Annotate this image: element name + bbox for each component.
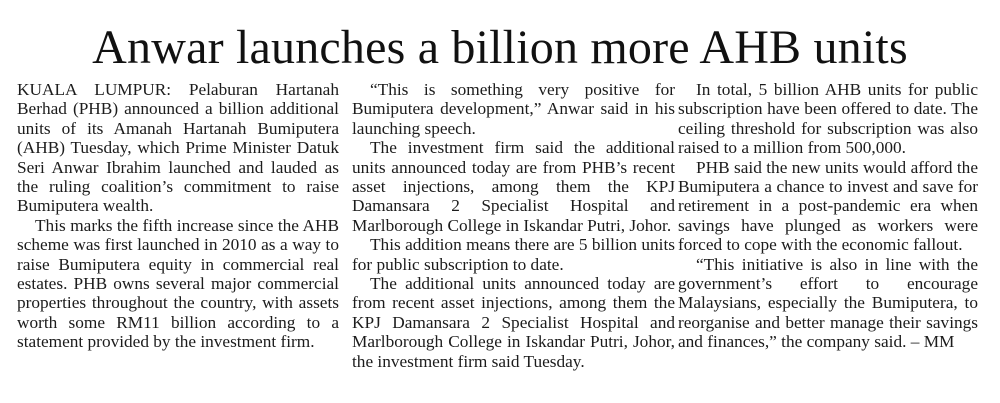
paragraph: The additional units announced today are from recent asset injections, among them the KPJ Damansara 2 Specialist Hospital and Marlborough College in Iskandar Putri, Johor, the investment firm said Tuesday. <box>352 274 675 371</box>
paragraph: This addition means there are 5 billion units for public subscription to date. <box>352 235 675 274</box>
headline: Anwar launches a billion more AHB units <box>92 21 908 74</box>
paragraph: In total, 5 billion AHB units for public subscription have been offered to date. The ceiling threshold for subscription was also raised to a million from 500,000. <box>678 80 978 158</box>
paragraph: PHB said the new units would afford the Bumiputera a chance to invest and save for retirement in a post-pandemic era when savings have plunged as workers were forced to cope with the economic fallout. <box>678 157 978 255</box>
paragraph: “This is something very positive for Bumiputera development,” Anwar said in his launching speech. <box>352 80 675 138</box>
paragraph: KUALA LUMPUR: Pelaburan Hartanah Berhad (PHB) announced a billion additional units of its Amanah Hartanah Bumiputera (AHB) Tuesday, which Prime Minister Datuk Seri Anwar Ibrahim launched and lauded as the ruling coalition’s commitment to raise Bumiputera wealth. <box>17 80 339 216</box>
paragraph: The investment firm said the additional units announced today are from PHB’s recent asset injections, among them the KPJ Damansara 2 Specialist Hospital and Marlborough College in Iskandar Putri, Johor. <box>352 138 675 235</box>
article-column-2 <box>352 80 675 371</box>
article-column-1 <box>17 80 339 352</box>
paragraph: “This initiative is also in line with the government’s effort to encourage Malaysians, especially the Bumiputera, to reorganise and better manage their savings and finances,” the company said. – MM <box>678 254 978 352</box>
article-column-3 <box>678 80 978 352</box>
paragraph: This marks the fifth increase since the AHB scheme was first launched in 2010 as a way to raise Bumiputera equity in commercial real estates. PHB owns several major commercial properties throughout the country, with assets worth some RM11 billion according to a statement provided by the investment firm. <box>17 215 339 352</box>
